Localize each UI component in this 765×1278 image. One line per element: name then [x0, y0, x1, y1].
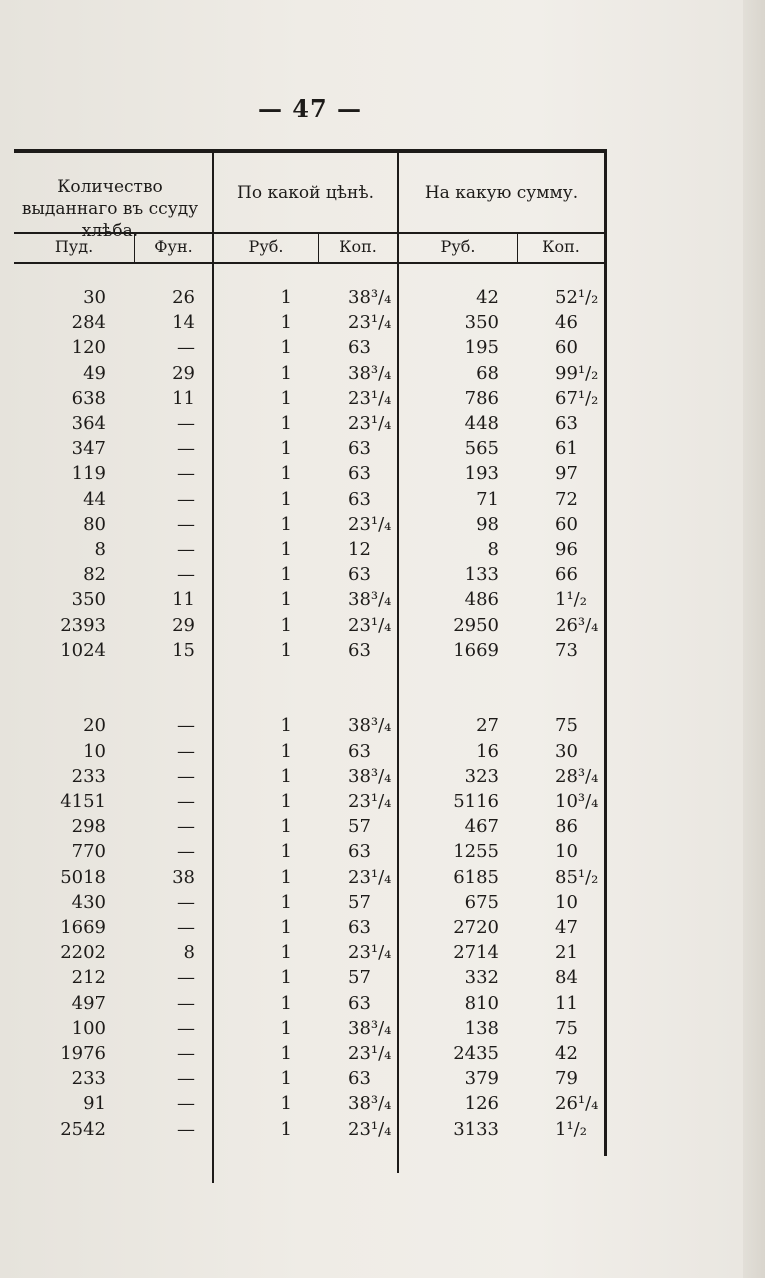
cell-sk: 85¹/₂	[555, 866, 599, 888]
cell-fun: 29	[172, 614, 195, 636]
cell-pud: 120	[71, 337, 106, 359]
cell-pk: 38³/₄	[348, 1093, 392, 1115]
cell-pr: 1	[280, 967, 292, 989]
cell-sk: 60	[555, 337, 578, 359]
cell-fun: —	[177, 337, 195, 359]
cell-sk: 96	[555, 539, 578, 560]
cell-fun: 14	[172, 312, 195, 334]
cell-pud: 8	[94, 539, 106, 560]
cell-pr: 1	[280, 463, 292, 485]
cell-pk: 63	[348, 463, 371, 485]
cell-sk: 67¹/₂	[555, 387, 599, 409]
cell-pr: 1	[280, 992, 292, 1014]
cell-sk: 60	[555, 513, 578, 535]
cell-pk: 38³/₄	[348, 765, 392, 787]
cell-sk: 46	[555, 312, 578, 334]
cell-pr: 1	[280, 539, 292, 560]
cell-pr: 1	[280, 312, 292, 334]
cell-pud: 1669	[60, 917, 106, 938]
cell-pr: 1	[280, 589, 292, 611]
cell-pk: 38³/₄	[348, 589, 392, 611]
cell-sr: 98	[476, 513, 499, 535]
cell-fun: 8	[183, 942, 195, 964]
cell-sr: 138	[464, 1017, 499, 1039]
cell-sr: 467	[464, 816, 499, 838]
cell-sr: 193	[464, 463, 499, 485]
cell-sr: 2950	[453, 614, 499, 636]
cell-fun: —	[177, 816, 195, 838]
cell-pud: 80	[83, 513, 106, 535]
cell-sk: 1¹/₂	[555, 1118, 587, 1140]
cell-sr: 8	[487, 539, 499, 560]
cell-pk: 38³/₄	[348, 715, 392, 737]
cell-pud: 233	[71, 1068, 106, 1090]
cell-fun: 26	[172, 287, 195, 308]
cell-pr: 1	[280, 513, 292, 535]
cell-pud: 497	[71, 992, 106, 1014]
cell-pr: 1	[280, 362, 292, 384]
cell-sk: 10	[555, 891, 578, 913]
cell-pk: 63	[348, 337, 371, 359]
cell-sk: 10³/₄	[555, 791, 599, 812]
cell-fun: —	[177, 564, 195, 586]
cell-sr: 448	[464, 413, 499, 434]
cell-pk: 23¹/₄	[348, 1043, 392, 1064]
subheader-sum-kop: Коп.	[542, 237, 580, 256]
cell-fun: 38	[172, 866, 195, 888]
cell-pk: 57	[348, 967, 371, 989]
subheader-sum-rub: Руб.	[440, 237, 476, 256]
cell-sr: 5116	[453, 791, 499, 812]
cell-sk: 66	[555, 564, 578, 586]
cell-sr: 133	[464, 564, 499, 586]
cell-pk: 63	[348, 1068, 371, 1090]
cell-fun: —	[177, 1017, 195, 1039]
page-edge	[743, 0, 765, 1278]
cell-fun: 11	[172, 589, 195, 611]
cell-sr: 16	[476, 740, 499, 762]
cell-pk: 57	[348, 816, 371, 838]
cell-fun: —	[177, 791, 195, 812]
cell-pk: 23¹/₄	[348, 614, 392, 636]
cell-fun: —	[177, 1093, 195, 1115]
cell-sk: 75	[555, 715, 578, 737]
cell-pud: 44	[83, 488, 106, 510]
cell-sr: 1255	[453, 841, 499, 863]
cell-pud: 233	[71, 765, 106, 787]
cell-sk: 52¹/₂	[555, 287, 599, 308]
header-quantity: Количество выданнаго въ ссуду хлѣба.	[21, 177, 199, 241]
cell-pr: 1	[280, 765, 292, 787]
cell-fun: —	[177, 513, 195, 535]
cell-sk: 99¹/₂	[555, 362, 599, 384]
cell-sk: 84	[555, 967, 578, 989]
cell-pud: 347	[71, 438, 106, 460]
cell-sk: 47	[555, 917, 578, 938]
cell-sk: 28³/₄	[555, 765, 599, 787]
cell-fun: —	[177, 992, 195, 1014]
cell-pr: 1	[280, 866, 292, 888]
cell-pr: 1	[280, 1043, 292, 1064]
cell-pud: 2202	[60, 942, 106, 964]
cell-pk: 63	[348, 917, 371, 938]
cell-pk: 63	[348, 488, 371, 510]
cell-sr: 71	[476, 488, 499, 510]
cell-pr: 1	[280, 942, 292, 964]
cell-sk: 72	[555, 488, 578, 510]
cell-sk: 26¹/₄	[555, 1093, 599, 1115]
cell-sk: 73	[555, 639, 578, 661]
cell-sk: 1¹/₂	[555, 589, 587, 611]
header-price: По какой цѣнѣ.	[237, 183, 374, 203]
cell-pud: 100	[71, 1017, 106, 1039]
cell-pud: 212	[71, 967, 106, 989]
cell-sr: 323	[464, 765, 499, 787]
cell-pk: 23¹/₄	[348, 791, 392, 812]
cell-pk: 38³/₄	[348, 1017, 392, 1039]
cell-pk: 23¹/₄	[348, 387, 392, 409]
cell-pk: 63	[348, 438, 371, 460]
cell-fun: —	[177, 715, 195, 737]
cell-pud: 298	[71, 816, 106, 838]
cell-pr: 1	[280, 337, 292, 359]
cell-pud: 119	[71, 463, 106, 485]
cell-pud: 91	[83, 1093, 106, 1115]
cell-fun: —	[177, 841, 195, 863]
cell-sr: 1669	[453, 639, 499, 661]
cell-sk: 75	[555, 1017, 578, 1039]
cell-pud: 770	[71, 841, 106, 863]
subheader-pud: Пуд.	[54, 237, 94, 256]
cell-pud: 350	[71, 589, 106, 611]
cell-pk: 23¹/₄	[348, 413, 392, 434]
cell-sk: 10	[555, 841, 578, 863]
cell-fun: 29	[172, 362, 195, 384]
cell-fun: —	[177, 891, 195, 913]
cell-pr: 1	[280, 1118, 292, 1140]
cell-sk: 86	[555, 816, 578, 838]
header-sum: На какую сумму.	[424, 183, 579, 203]
cell-fun: —	[177, 765, 195, 787]
cell-pk: 63	[348, 639, 371, 661]
cell-sr: 810	[464, 992, 499, 1014]
cell-pud: 2393	[60, 614, 106, 636]
cell-pr: 1	[280, 488, 292, 510]
cell-pk: 38³/₄	[348, 362, 392, 384]
cell-sr: 42	[476, 287, 499, 308]
cell-pud: 82	[83, 564, 106, 586]
cell-pr: 1	[280, 438, 292, 460]
cell-sk: 63	[555, 413, 578, 434]
cell-fun: —	[177, 917, 195, 938]
cell-pr: 1	[280, 639, 292, 661]
cell-pud: 4151	[60, 791, 106, 812]
cell-sr: 126	[464, 1093, 499, 1115]
cell-sr: 379	[464, 1068, 499, 1090]
cell-pud: 364	[71, 413, 106, 434]
cell-pr: 1	[280, 791, 292, 812]
subheader-price-rub: Руб.	[248, 237, 284, 256]
cell-fun: —	[177, 1068, 195, 1090]
cell-pk: 12	[348, 539, 371, 560]
cell-pud: 638	[71, 387, 106, 409]
cell-sr: 565	[464, 438, 499, 460]
cell-sk: 61	[555, 438, 578, 460]
cell-fun: —	[177, 539, 195, 560]
cell-pud: 30	[83, 287, 106, 308]
cell-pr: 1	[280, 715, 292, 737]
cell-fun: —	[177, 740, 195, 762]
cell-sr: 332	[464, 967, 499, 989]
cell-pk: 57	[348, 891, 371, 913]
cell-sr: 2714	[453, 942, 499, 964]
cell-pk: 23¹/₄	[348, 312, 392, 334]
cell-fun: —	[177, 488, 195, 510]
cell-pud: 49	[83, 362, 106, 384]
cell-pr: 1	[280, 1068, 292, 1090]
cell-sr: 27	[476, 715, 499, 737]
cell-pr: 1	[280, 841, 292, 863]
cell-sk: 26³/₄	[555, 614, 599, 636]
cell-fun: —	[177, 413, 195, 434]
cell-sk: 97	[555, 463, 578, 485]
cell-sk: 11	[555, 992, 578, 1014]
cell-sr: 3133	[453, 1118, 499, 1140]
cell-pk: 23¹/₄	[348, 1118, 392, 1140]
cell-pk: 23¹/₄	[348, 513, 392, 535]
cell-fun: 11	[172, 387, 195, 409]
cell-sr: 675	[464, 891, 499, 913]
cell-fun: —	[177, 438, 195, 460]
cell-pr: 1	[280, 564, 292, 586]
cell-pk: 63	[348, 841, 371, 863]
cell-pr: 1	[280, 1093, 292, 1115]
cell-pr: 1	[280, 816, 292, 838]
cell-sr: 68	[476, 362, 499, 384]
cell-pk: 23¹/₄	[348, 942, 392, 964]
cell-sr: 786	[464, 387, 499, 409]
cell-sr: 195	[464, 337, 499, 359]
cell-pk: 38³/₄	[348, 287, 392, 308]
subheader-fun: Фун.	[154, 237, 193, 256]
cell-sk: 79	[555, 1068, 578, 1090]
cell-pud: 5018	[60, 866, 106, 888]
cell-pr: 1	[280, 287, 292, 308]
cell-sr: 6185	[453, 866, 499, 888]
cell-sr: 350	[464, 312, 499, 334]
cell-pud: 430	[71, 891, 106, 913]
table-top-rule	[14, 149, 607, 153]
cell-pr: 1	[280, 891, 292, 913]
cell-pr: 1	[280, 387, 292, 409]
cell-pk: 23¹/₄	[348, 866, 392, 888]
cell-pud: 2542	[60, 1118, 106, 1140]
cell-pud: 20	[83, 715, 106, 737]
cell-fun: —	[177, 1043, 195, 1064]
cell-pr: 1	[280, 917, 292, 938]
cell-sr: 2720	[453, 917, 499, 938]
cell-sk: 30	[555, 740, 578, 762]
cell-pud: 1976	[60, 1043, 106, 1064]
cell-sr: 486	[464, 589, 499, 611]
cell-fun: —	[177, 967, 195, 989]
cell-sk: 21	[555, 942, 578, 964]
cell-pud: 284	[71, 312, 106, 334]
cell-sk: 42	[555, 1043, 578, 1064]
cell-pr: 1	[280, 413, 292, 434]
cell-pk: 63	[348, 992, 371, 1014]
cell-pr: 1	[280, 614, 292, 636]
cell-pr: 1	[280, 1017, 292, 1039]
cell-sr: 2435	[453, 1043, 499, 1064]
subheader-price-kop: Коп.	[339, 237, 377, 256]
cell-pud: 1024	[60, 639, 106, 661]
cell-pk: 63	[348, 564, 371, 586]
cell-pr: 1	[280, 740, 292, 762]
subheader-divider-rule	[14, 262, 607, 264]
cell-pk: 63	[348, 740, 371, 762]
page-number: — 47 —	[257, 94, 363, 123]
cell-fun: 15	[172, 639, 195, 661]
cell-fun: —	[177, 1118, 195, 1140]
cell-fun: —	[177, 463, 195, 485]
cell-pud: 10	[83, 740, 106, 762]
